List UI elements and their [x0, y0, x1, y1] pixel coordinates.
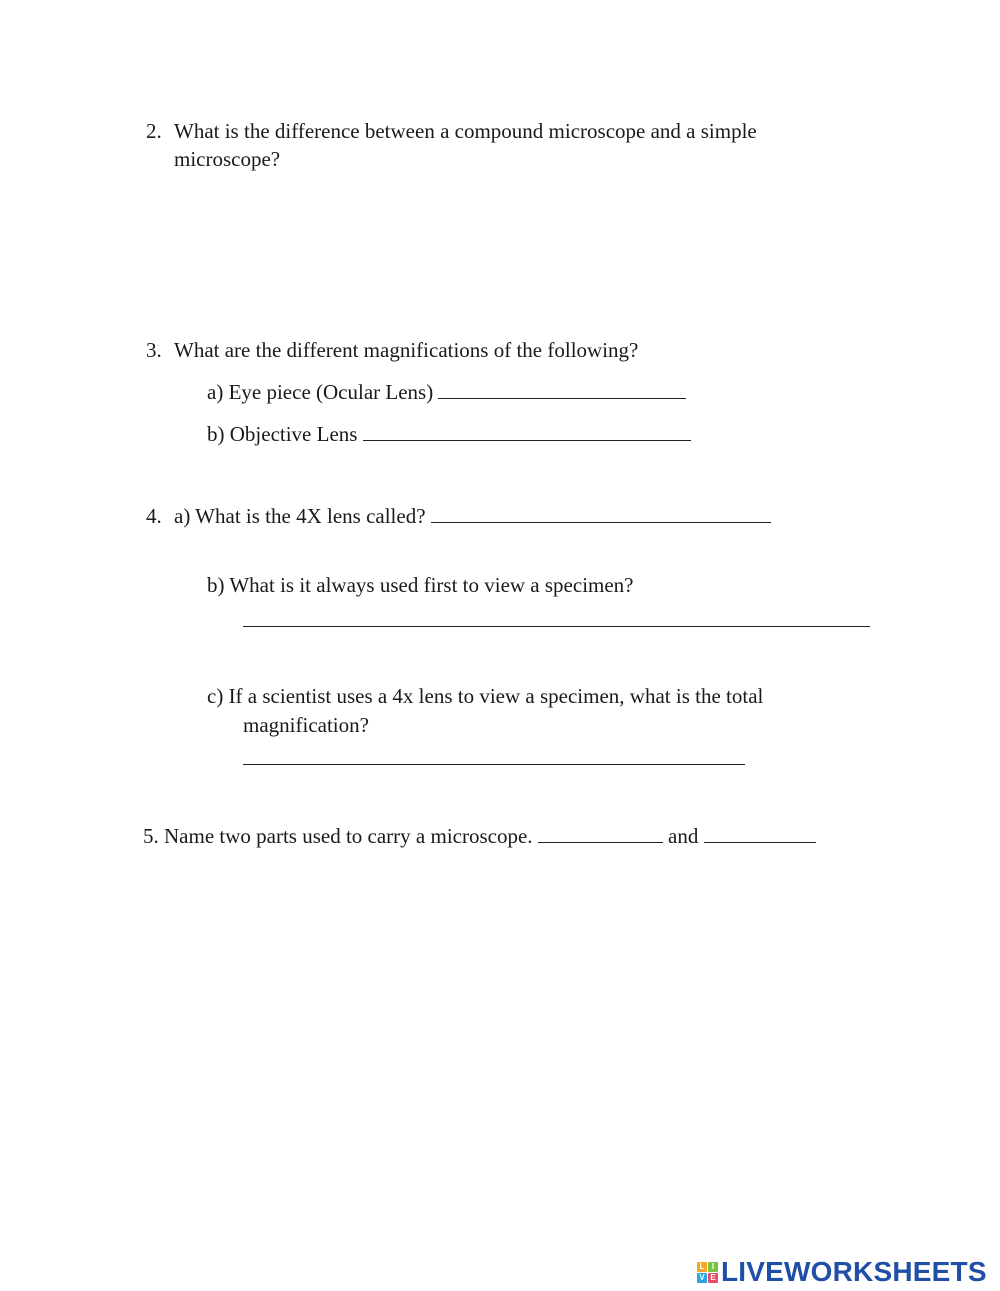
q3b-line: [207, 421, 691, 447]
q3-line: [146, 337, 638, 363]
q5-text: 5. Name two parts used to carry a microscope.: [143, 824, 533, 848]
q4b-answer-blank[interactable]: [243, 608, 870, 627]
q3b-label: b) Objective Lens: [207, 422, 358, 446]
q4a-label: a) What is the 4X lens called?: [174, 504, 426, 528]
q4c-line1: [207, 683, 763, 709]
q5-line: [143, 823, 816, 849]
q4a-answer-blank[interactable]: [431, 504, 771, 523]
q3a-answer-blank[interactable]: [438, 380, 686, 399]
q5-answer-blank-2[interactable]: [704, 824, 816, 843]
q4c-line2: magnification?: [243, 713, 369, 737]
q5-and: and: [668, 824, 699, 848]
q3b-answer-blank[interactable]: [363, 422, 691, 441]
q2-line2: microscope?: [174, 147, 281, 171]
q4a-line: [146, 503, 771, 529]
q3a-line: [207, 379, 686, 405]
logo-mark-tile: I: [708, 1262, 718, 1272]
q2-number: 2.: [146, 119, 162, 143]
logo-mark-tile: E: [708, 1273, 718, 1283]
q2-text: What is the difference between a compound microscope and a simple: [174, 119, 757, 143]
q4b-label: b) What is it always used first to view a specimen?: [207, 573, 634, 597]
liveworksheets-logo: [697, 1257, 987, 1287]
q3a-label: a) Eye piece (Ocular Lens): [207, 380, 434, 404]
logo-mark-tile: V: [697, 1273, 707, 1283]
q4b-line: [207, 572, 634, 598]
q3-number: 3.: [146, 338, 162, 362]
logo-mark-icon: [697, 1262, 718, 1283]
q4-number: 4.: [146, 504, 162, 528]
logo-text: LIVEWORKSHEETS: [721, 1256, 987, 1287]
q4c-answer-blank[interactable]: [243, 746, 745, 765]
q4c-label: c) If a scientist uses a 4x lens to view a specimen, what is the total: [207, 684, 764, 708]
q5-answer-blank-1[interactable]: [538, 824, 663, 843]
q3-text: What are the different magnifications of the following?: [174, 338, 639, 362]
logo-mark-tile: L: [697, 1262, 707, 1272]
q2-line1: [146, 118, 757, 144]
